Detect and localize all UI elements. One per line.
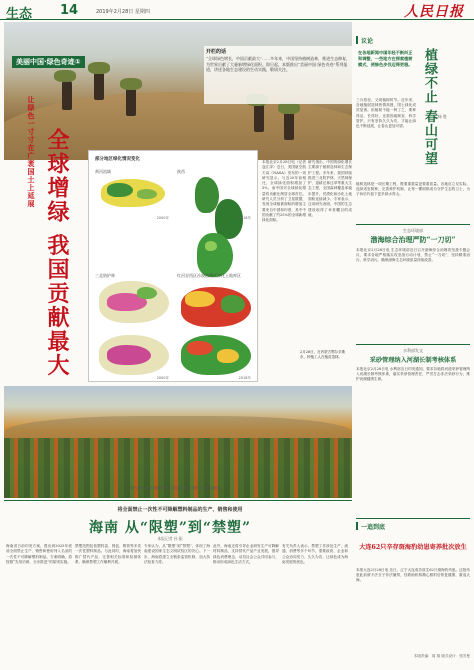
region-shape xyxy=(197,233,233,277)
seedling-bundle xyxy=(120,78,142,90)
masthead xyxy=(0,0,474,20)
side-banner: 让绿色一寸寸在广袤国土上延展 xyxy=(27,96,36,208)
main-headline: 全球增绿 我国贡献最大 xyxy=(44,128,70,378)
sidebar-headline: 渤海综合治理严防“一刀切” xyxy=(370,235,456,244)
map-year: 2000年 xyxy=(156,216,169,220)
bottom-article-headline: 海南 从“限塑”到“禁塑” xyxy=(88,520,252,536)
sidebar-section-header xyxy=(356,522,470,530)
sidebar-kicker: 生态环境部 xyxy=(403,228,423,233)
newspaper-logo: 人民日报 xyxy=(404,4,464,20)
column-intro-text: “全球绿色增长，中国贡献最大”……多年来，中国坚持植树造林，推进生态修复，为世界贡献了大量新增绿化面积。即日起，本版推出“美丽中国·绿色奇迹”系列报道，讲述各地生态建设的生动实践，敬请关注。 xyxy=(206,56,351,72)
bottom-article-column: 海南省日前印发方案，提出到2025年底前全面禁止生产、销售和使用列入名录的一次性不可降解塑料制品。方案明确，将按照“先易后难、分步推进”的原则实施。 xyxy=(6,544,72,564)
map-cell-red-river xyxy=(175,273,255,327)
map-year: 2018年 xyxy=(238,376,251,380)
bottom-article-byline: 本报记者 孙 振 xyxy=(157,536,183,541)
sidebar-commentary-text: 三月将至，又到植树时节。近年来，各地植树造林热情高涨，国土绿化成效显著。但植树不能一种了之，要种得活、长得好，还需因地制宜、科学管护。只有坚持久久为功，才能让绿色不断延展，让春山更加可望。 xyxy=(356,98,416,129)
planter-figure xyxy=(126,86,136,116)
map-cell-three-north xyxy=(93,273,173,327)
region-shape xyxy=(187,341,213,355)
map-label: 三北防护林 xyxy=(95,273,115,278)
planters-group xyxy=(54,60,174,130)
sidebar-section-header xyxy=(356,36,470,44)
seedling-bundle xyxy=(54,70,76,82)
map-year: 2000年 xyxy=(156,376,169,380)
issue-date: 2019年2月28日 星期四 xyxy=(96,9,150,15)
map-cell-red-river-2 xyxy=(175,329,255,383)
series-kicker: 美丽中国·绿色奇迹① xyxy=(12,56,85,68)
sidebar-divider xyxy=(356,344,470,345)
map-label: 陕西 xyxy=(177,169,185,174)
map-cell-shaanxi xyxy=(175,169,255,223)
bottom-article-column: 禁塑范围包括塑料袋、餐盒、吸管等多类一次性塑料制品。与此同时，海南将加快推广替代产品，完善相关标准和检测体系，确保禁塑工作顺利开展。 xyxy=(75,544,141,564)
sidebar-article-text: 本报大连2月28日电 近日，辽宁大连成功放生62只斑海豹幼崽。这批幼崽此前被不法分子非法捕捞，经救助机构精心照料后恢复健康，重返大海。 xyxy=(356,568,470,583)
article-column: 本报北京2月28日电（记者寇江泽）近日，美国航空航天局（NASA）发布的一项研究显示，与近20年前相比，全球绿化面积增加了5%，而中国对全球绿化增量的贡献比例居全球首位。研究人员分析了卫星数据，发现全球植被面积的增加主要来自中国和印度，其中中国贡献了约25%的全球新增绿化面积。 xyxy=(262,160,306,223)
map-cell-yellow-river xyxy=(93,169,173,223)
region-shape xyxy=(137,287,157,299)
column-intro-title: 开栏的话 xyxy=(206,49,227,55)
sidebar-kicker: 水利部发文 xyxy=(403,348,423,353)
bottom-article-column: 有关负责人表示，禁塑工作涉及生产、流通、消费等多个环节，需要政府、企业和公众协同发力，久久为功，让绿色成为海南发展的底色。 xyxy=(282,544,348,564)
forest-photo xyxy=(4,386,352,498)
sidebar-section-title: 议论 xyxy=(361,38,374,45)
column-intro xyxy=(204,46,352,104)
right-sidebar xyxy=(356,22,470,664)
map-year: 2018年 xyxy=(238,216,251,220)
sidebar-author: 杨 胜 xyxy=(438,114,447,119)
sidebar-article-text: 本报北京2月28日电 水利部近日印发通知，要求各地将河道采砂管理纳入河湖长制考核体系，落实采砂管理责任，严厉打击非法采砂行为，维护河湖健康生命。 xyxy=(356,367,470,382)
section-marker xyxy=(356,522,358,530)
region-shape xyxy=(137,189,157,199)
map-panel xyxy=(88,150,258,382)
region-shape xyxy=(217,349,239,363)
sidebar-divider xyxy=(356,518,470,519)
section-divider xyxy=(4,500,352,501)
bottom-article-column: 此外，海南还将引导企业研发生产可降解材料制品，支持替代产品产业发展，倡导绿色消费理念，动员社会公众共同参与，推动形成绿色生活方式。 xyxy=(213,544,279,564)
planter-figure xyxy=(94,70,104,100)
page-credits: 本版责编：周 翔 版式设计：张芳曼 xyxy=(413,654,470,658)
bottom-article-kicker: 将全面禁止一次性不可降解塑料制品的生产、销售和使用 xyxy=(117,507,243,513)
seedling-bundle xyxy=(88,62,110,74)
region-shape xyxy=(107,183,133,197)
map-label: 红河谷西区沙漠治理区沙化土地库区 xyxy=(177,273,241,278)
section-marker xyxy=(356,36,358,44)
region-shape xyxy=(221,295,245,313)
forest-caption: 图为秋季，漫山遍野的林木层林尽染，构成一幅美丽画卷。 xyxy=(130,486,224,490)
region-shape xyxy=(185,291,215,307)
page-number: 14 xyxy=(60,3,79,18)
sidebar-commentary-text: 植树造林是一项长期工程，既要重数量更要重质量。各地应立足实际，选择适宜树种，完善养护机制，让每一棵树都成为守护生态的卫士，为子孙后代留下更多绿水青山。 xyxy=(356,182,470,197)
planter-figure xyxy=(62,80,72,110)
sidebar-article-text: 本报北京2月28日电 生态环境部近日召开渤海综合治理攻坚战专题会议，要求各地严格落实攻坚战行动计划，禁止“一刀切”，坚持精准治污、科学治污，确保渤海生态环境质量持续改善。 xyxy=(356,248,470,263)
map-cell-three-north-2 xyxy=(93,329,173,383)
region-shape xyxy=(107,345,151,365)
photo-note: 2月26日，在内蒙古鄂尔多斯市，种植工人在植苗造林。 xyxy=(300,350,346,359)
sidebar-section-title: 一追到底 xyxy=(361,524,386,531)
sidebar-commentary-title: 植绿不止 春山可望 xyxy=(422,48,437,166)
planter-figure xyxy=(284,110,294,140)
sidebar-headline: 采砂管理纳入河湖长制考核体系 xyxy=(369,357,457,364)
sidebar-pull-quote: 在各地新闻中国年轻不断纠正和调整，一些地方在探索植树模式，使绿色步伐迈得更稳。 xyxy=(358,50,413,67)
sidebar-headline: 大连62只辛存斑海豹幼崽寄养批次放生 xyxy=(359,544,467,551)
region-shape xyxy=(205,241,217,251)
planter-figure xyxy=(254,102,264,132)
article-column: 研究指出，中国的绿化增长主要源于植树造林和生态保护工程。多年来，我国持续推进三北防护林、天然林保护、退耕还林还草等重大生态工程，全国森林覆盖率稳步提升，荒漠化和沙化土地面积连续减少。专家表示，这项研究表明，中国的生态建设取得了举世瞩目的成就。 xyxy=(308,160,352,217)
map-panel-title: 部分地区绿化情况变化 xyxy=(95,157,140,162)
sidebar-divider xyxy=(356,224,470,225)
map-label: 黄河流域 xyxy=(95,169,111,174)
bottom-article-column: 专家认为，从“限塑”到“禁塑”，体现了海南建设国家生态文明试验区的决心。下一步，海南将建立全链条监管机制，加大执法检查力度。 xyxy=(144,544,210,564)
section-name: 生态 xyxy=(6,7,33,22)
